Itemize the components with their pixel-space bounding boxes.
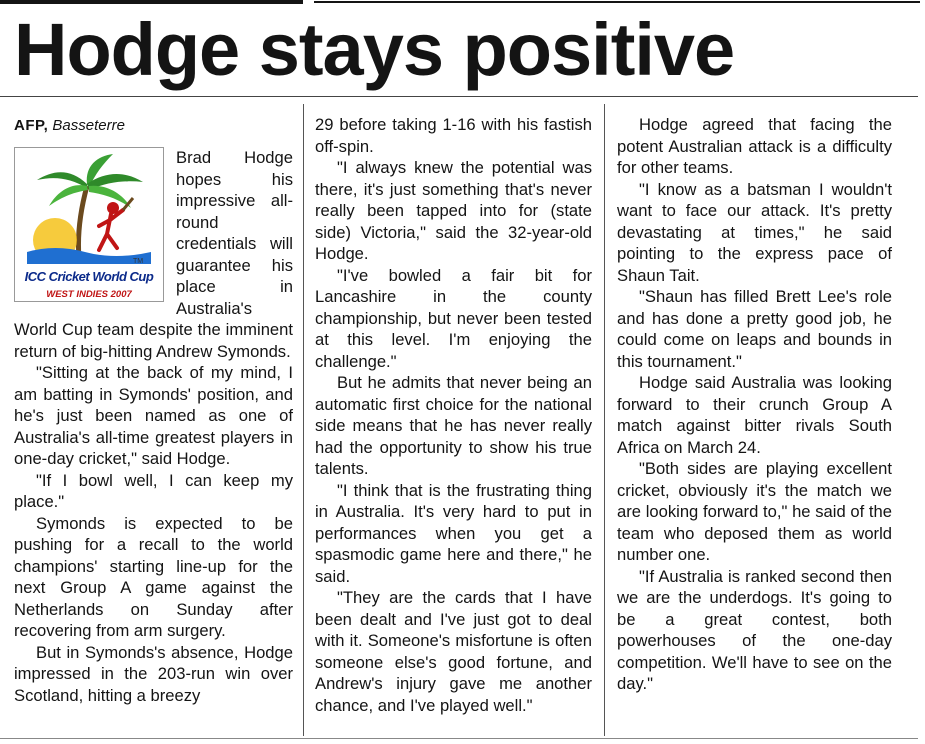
world-cup-logo: [14, 147, 164, 302]
logo-subtitle: WEST INDIES 2007: [46, 289, 132, 300]
column-divider: [604, 104, 605, 736]
paragraph: "Shaun has filled Brett Lee's role and has done a pretty good job, he could come on leaps and bounds in this tournament.": [617, 287, 892, 371]
paragraph: "They are the cards that I have been dealt and I've just got to deal with it. Someone's misfortune is often someone else's good fortune, and Andrew's injury gave me another chance, and I've played well.": [315, 588, 592, 715]
paragraph: "I think that is the frustrating thing in Australia. It's very hard to put in performances when you get a spasmodic game here and there," he said.: [315, 480, 592, 586]
top-rule-thick: [0, 0, 303, 4]
headline: Hodge stays positive: [14, 8, 735, 91]
paragraph: Hodge agreed that facing the potent Australian attack is a difficulty for other teams.: [617, 115, 892, 177]
paragraph: "Sitting at the back of my mind, I am batting in Symonds' position, and he's just been named as one of Australia's all-time greatest players in one-day cricket," said Hodge.: [14, 363, 293, 468]
paragraph: But in Symonds's absence, Hodge impressed in the 203-run win over Scotland, hitting a breezy: [14, 642, 293, 705]
article-column-2: [315, 114, 592, 716]
paragraph: Brad Hodge hopes his impressive all-round credentials will guarantee his place in Australia's World Cup team despite the imminent return of big-hitting Andrew Symonds.: [14, 148, 293, 361]
paragraph: 29 before taking 1-16 with his fastish off-spin.: [315, 115, 592, 156]
top-rule-thin: [314, 1, 920, 3]
logo-title: ICC Cricket World Cup: [24, 269, 154, 284]
palm-tree-logo-icon: [15, 148, 163, 268]
article-column-1: [14, 114, 293, 706]
paragraph: Symonds is expected to be pushing for a recall to the world champions' starting line-up for the next Group A game against the Netherlands on Sunday after recovering from arm surgery.: [14, 513, 293, 640]
paragraph: "I know as a batsman I wouldn't want to face our attack. It's pretty devastating at times," he said pointing to the express pace of Shaun Tait.: [617, 179, 892, 285]
column-divider: [303, 104, 304, 736]
byline-place: Basseterre: [52, 117, 125, 134]
bottom-rule: [0, 738, 918, 739]
paragraph: "Both sides are playing excellent cricket, obviously it's the match we are looking forward to," he said of the team who deposed them as world number one.: [617, 459, 892, 564]
headline-rule: [0, 96, 918, 97]
paragraph: "I always knew the potential was there, it's just something that's never really been tapped into for (state side) Victoria," said the 32-year-old Hodge.: [315, 158, 592, 263]
byline: [14, 117, 293, 135]
byline-source: AFP,: [14, 117, 49, 134]
article-column-3: [617, 114, 892, 695]
paragraph: Hodge said Australia was looking forward to their crunch Group A match against bitter rivals South Africa on March 24.: [617, 373, 892, 457]
paragraph: "If I bowl well, I can keep my place.": [14, 470, 293, 511]
paragraph: "I've bowled a fair bit for Lancashire in the county championship, but never been tested at this level. I'm enjoying the challenge.": [315, 265, 592, 371]
trademark-mark: TM: [133, 258, 144, 265]
paragraph: But he admits that never being an automatic first choice for the national side means that he has never really had the opportunity to show his true talents.: [315, 373, 592, 478]
paragraph: "If Australia is ranked second then we are the underdogs. It's going to be a great contest, both powerhouses of the one-day competition. We'll have to see on the day.": [617, 566, 892, 693]
